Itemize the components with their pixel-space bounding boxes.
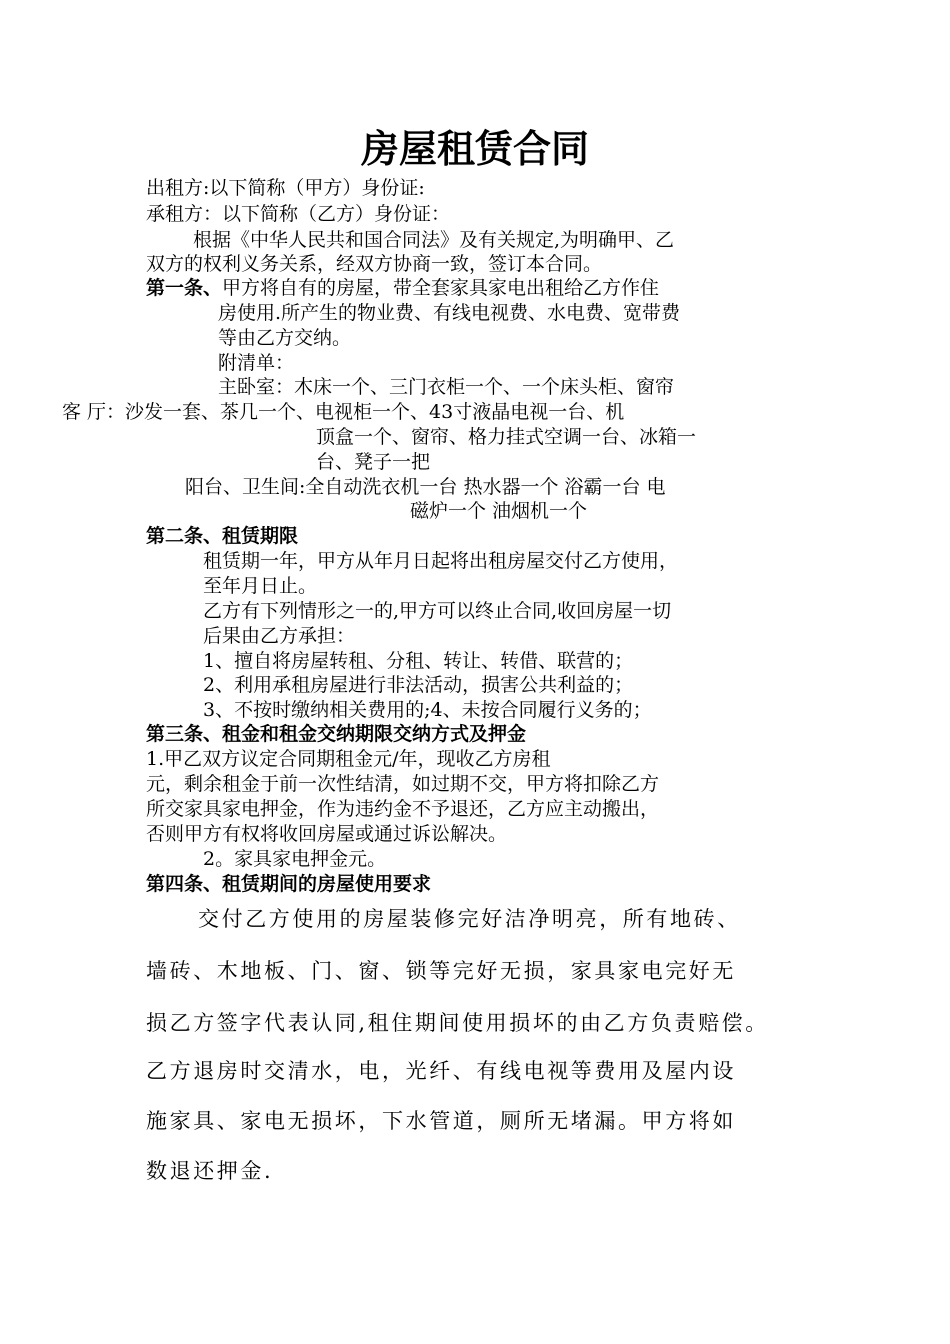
article3-line: 元，剩余租金于前一次性结清，如过期不交，甲方将扣除乙方 xyxy=(146,773,660,795)
article2-line: 租赁期一年，甲方从年月日起将出租房屋交付乙方使用， xyxy=(203,550,679,572)
preamble-line: 根据《中华人民共和国合同法》及有关规定,为明确甲、乙 xyxy=(193,229,675,251)
lessor-line: 出租方:以下简称（甲方）身份证: xyxy=(146,177,425,199)
inventory-living-room: 台、凳子一把 xyxy=(316,451,431,473)
article2-line: 至年月日止。 xyxy=(203,575,318,597)
article1-text: 甲方将自有的房屋，带全套家具家电出租给乙方作住 xyxy=(222,277,660,299)
article2-line: 后果由乙方承担： xyxy=(203,625,356,647)
inventory-master-bedroom: 主卧室：木床一个、三门衣柜一个、一个床头柜、窗帘 xyxy=(218,376,675,398)
article2-line: 1、擅自将房屋转租、分租、转让、转借、联营的； xyxy=(203,650,634,672)
inventory-balcony: 阳台、卫生间:全自动洗衣机一台 热水器一个 浴霸一台 电 xyxy=(185,476,666,498)
article4-line: 数退还押金. xyxy=(146,1159,274,1183)
article2-heading: 第二条、租赁期限 xyxy=(146,525,299,547)
article4-line: 施家具、家电无损坏，下水管道，厕所无堵漏。甲方将如 xyxy=(146,1109,736,1133)
inventory-label: 附清单： xyxy=(218,352,295,374)
article2-line: 3、不按时缴纳相关费用的;4、未按合同履行义务的； xyxy=(203,699,652,721)
article2-line: 乙方有下列情形之一的,甲方可以终止合同,收回房屋一切 xyxy=(203,600,672,622)
article1-line: 等由乙方交纳。 xyxy=(218,327,352,349)
inventory-living-room: 客 厅：沙发一套、茶几一个、电视柜一个、43寸液晶电视一台、机 xyxy=(62,401,625,423)
article1-line: 房使用.所产生的物业费、有线电视费、水电费、宽带费 xyxy=(218,302,681,324)
article3-deposit: 2。家具家电押金元。 xyxy=(203,848,387,870)
preamble-line: 双方的权利义务关系，经双方协商一致，签订本合同。 xyxy=(146,253,603,275)
article3-line: 否则甲方有权将收回房屋或通过诉讼解决。 xyxy=(146,823,508,845)
article4-line: 交付乙方使用的房屋装修完好洁净明亮，所有地砖、 xyxy=(198,907,741,931)
article1-line xyxy=(146,276,659,300)
article2-line: 2、利用承租房屋进行非法活动，损害公共利益的； xyxy=(203,674,634,696)
inventory-living-room: 顶盒一个、窗帘、格力挂式空调一台、冰箱一 xyxy=(316,426,697,448)
article3-line: 所交家具家电押金，作为违约金不予退还，乙方应主动搬出， xyxy=(146,798,660,820)
inventory-balcony: 磁炉一个 油烟机一个 xyxy=(410,500,588,522)
article3-heading: 第三条、租金和租金交纳期限交纳方式及押金 xyxy=(146,723,527,745)
article3-line: 1.甲乙双方议定合同期租金元/年，现收乙方房租 xyxy=(146,748,551,770)
document-title: 房屋租赁合同 xyxy=(360,126,589,171)
lessee-line: 承租方：以下简称（乙方）身份证： xyxy=(146,203,451,225)
article4-line: 乙方退房时交清水，电，光纤、有线电视等费用及屋内设 xyxy=(146,1059,736,1083)
article4-line: 损乙方签字代表认同,租住期间使用损坏的由乙方负责赔偿。 xyxy=(146,1011,769,1035)
article4-heading: 第四条、租赁期间的房屋使用要求 xyxy=(146,873,432,895)
article4-line: 墙砖、木地板、门、窗、锁等完好无损，家具家电完好无 xyxy=(146,959,736,983)
article1-heading: 第一条、 xyxy=(146,277,223,299)
